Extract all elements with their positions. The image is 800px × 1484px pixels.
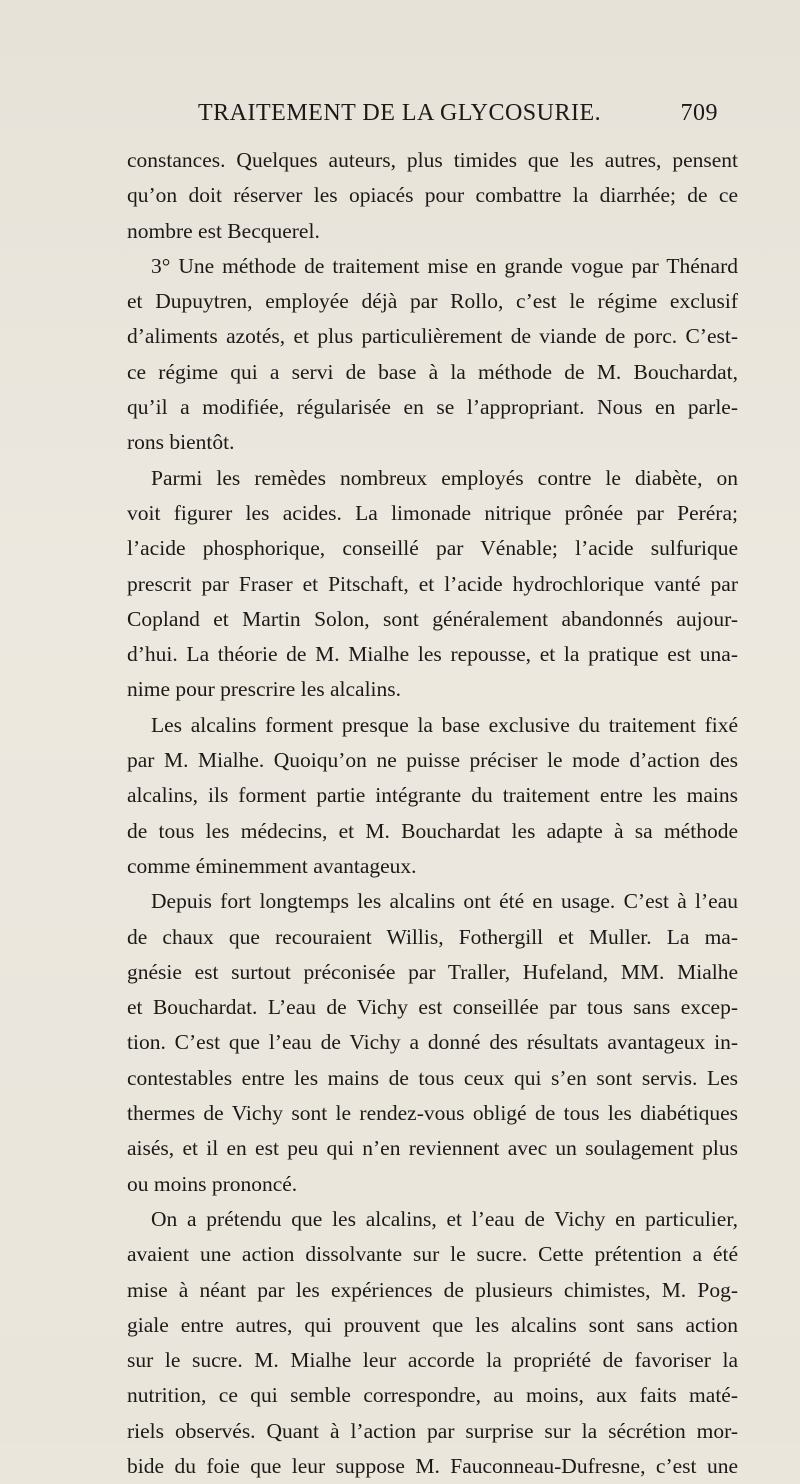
body-text [127, 143, 738, 1484]
text-line: nombre est Becquerel. [127, 218, 320, 243]
text-line: ou moins prononcé. [127, 1171, 298, 1196]
text-line: giale entre autres, qui prouvent que les alcalins sont sans action [127, 1312, 738, 1337]
text-line: de tous les médecins, et M. Bouchardat les adapte à sa méthode [127, 818, 738, 843]
text-line: et Dupuytren, employée déjà par Rollo, c’est le régime exclusif [127, 289, 738, 314]
text-line: et Bouchardat. L’eau de Vichy est conseillée par tous sans excep- [127, 995, 738, 1020]
text-line: Copland et Martin Solon, sont généralement abandonnés aujour- [127, 606, 738, 631]
text-line: voit figurer les acides. La limonade nitrique prônée par Peréra; [127, 500, 738, 525]
text-line: 3° Une méthode de traitement mise en grande vogue par Thénard [151, 253, 738, 278]
text-line: ce régime qui a servi de base à la méthode de M. Bouchardat, [127, 359, 738, 384]
running-title: TRAITEMENT DE LA GLYCOSURIE. [198, 100, 602, 126]
text-line: par M. Mialhe. Quoiqu’on ne puisse préciser le mode d’action des [127, 748, 738, 773]
text-line: tion. C’est que l’eau de Vichy a donné des résultats avantageux in- [127, 1030, 738, 1055]
text-line: nutrition, ce qui semble correspondre, au moins, aux faits maté- [127, 1383, 738, 1408]
text-line: aisés, et il en est peu qui n’en reviennent avec un soulagement plus [127, 1136, 738, 1161]
text-line: riels observés. Quant à l’action par surprise sur la sécrétion mor- [127, 1418, 738, 1443]
text-line: gnésie est surtout préconisée par Traller, Hufeland, MM. Mialhe [127, 959, 738, 984]
text-line: alcalins, ils forment partie intégrante du traitement entre les mains [127, 783, 738, 808]
text-line: mise à néant par les expériences de plusieurs chimistes, M. Pog- [127, 1277, 738, 1302]
text-line: constances. Quelques auteurs, plus timides que les autres, pensent [127, 148, 738, 172]
text-line: d’hui. La théorie de M. Mialhe les repousse, et la pratique est una- [127, 642, 738, 667]
running-header [198, 96, 718, 136]
text-line: rons bientôt. [127, 430, 235, 455]
text-line: sur le sucre. M. Mialhe leur accorde la propriété de favoriser la [127, 1348, 738, 1373]
text-line: On a prétendu que les alcalins, et l’eau de Vichy en particulier, [151, 1206, 738, 1231]
text-line: avaient une action dissolvante sur le sucre. Cette prétention a été [127, 1242, 738, 1267]
text-line: qu’on doit réserver les opiacés pour combattre la diarrhée; de ce [127, 183, 738, 208]
text-line: Depuis fort longtemps les alcalins ont été en usage. C’est à l’eau [151, 889, 738, 914]
text-line: de chaux que recouraient Willis, Fothergill et Muller. La ma- [127, 924, 738, 949]
text-line: contestables entre les mains de tous ceux qui s’en sont servis. Les [127, 1065, 738, 1090]
text-line: qu’il a modifiée, régularisée en se l’appropriant. Nous en parle- [127, 395, 738, 420]
text-line: prescrit par Fraser et Pitschaft, et l’acide hydrochlorique vanté par [127, 571, 738, 596]
text-line: thermes de Vichy sont le rendez-vous obligé de tous les diabétiques [127, 1101, 738, 1126]
text-line: bide du foie que leur suppose M. Fauconneau-Dufresne, c’est une [127, 1453, 738, 1478]
text-line: nime pour prescrire les alcalins. [127, 677, 402, 702]
text-line: comme éminemment avantageux. [127, 853, 417, 878]
text-line: Les alcalins forment presque la base exclusive du traitement fixé [151, 712, 738, 737]
text-line: d’aliments azotés, et plus particulièrement de viande de porc. C’est- [127, 324, 738, 349]
text-line: l’acide phosphorique, conseillé par Vénable; l’acide sulfurique [127, 536, 738, 561]
page-number: 709 [680, 100, 718, 126]
text-line: Parmi les remèdes nombreux employés contre le diabète, on [151, 465, 738, 490]
